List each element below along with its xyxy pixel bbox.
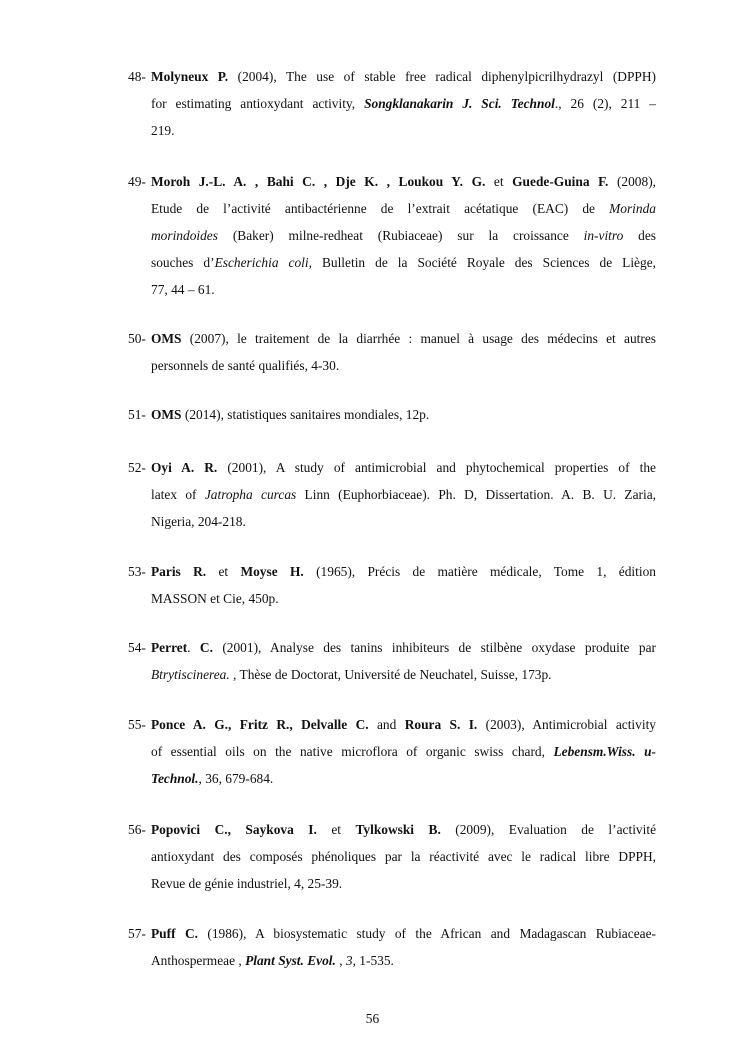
author: Molyneux P. xyxy=(151,69,229,84)
reference-line xyxy=(151,277,656,303)
reference-line xyxy=(151,64,656,90)
text: , 1-535. xyxy=(352,953,394,968)
reference-number: 49- xyxy=(128,174,146,189)
text: Etude de l’activité antibactérienne de l’extrait acétatique (EAC) de xyxy=(151,201,610,216)
reference-number: 55- xyxy=(128,717,146,732)
author: C. xyxy=(199,640,213,655)
reference-line xyxy=(151,662,656,688)
reference-line xyxy=(151,455,656,481)
author: Moroh J.-L. A. , Bahi C. , Dje K. , Loukou Y. G. xyxy=(151,174,486,189)
text: (2004), The use of stable free radical diphenylpicrilhydrazyl (DPPH) xyxy=(228,69,656,84)
text: (2014), statistiques sanitaires mondiales, 12p. xyxy=(181,407,430,422)
reference-number: 48- xyxy=(128,69,146,84)
reference-line xyxy=(151,326,656,352)
text: . xyxy=(187,640,200,655)
text: and xyxy=(368,717,405,732)
reference-line xyxy=(151,169,656,195)
author: Moyse H. xyxy=(240,564,304,579)
text: Nigeria, 204-218. xyxy=(151,514,246,529)
author: OMS xyxy=(151,407,182,422)
species: morindoides xyxy=(151,228,218,243)
reference-number: 50- xyxy=(128,331,146,346)
reference-line xyxy=(151,817,656,843)
reference-line xyxy=(151,118,656,144)
text: Revue de génie industriel, 4, 25-39. xyxy=(151,876,343,891)
author: Oyi A. R. xyxy=(151,460,218,475)
journal: Lebensm.Wiss. u- xyxy=(553,744,656,759)
reference-line xyxy=(151,402,656,428)
text: 3 xyxy=(345,953,353,968)
journal: Technol. xyxy=(151,771,199,786)
author: Popovici C., Saykova I. xyxy=(151,822,317,837)
reference-line xyxy=(151,948,656,974)
text: (2009), Evaluation de l’activité xyxy=(440,822,656,837)
text: antioxydant des composés phénoliques par la réactivité avec le radical libre DPPH, xyxy=(151,849,656,864)
reference-line xyxy=(151,635,656,661)
text: , xyxy=(335,953,346,968)
reference-line xyxy=(151,739,656,765)
text: , Bulletin de la Société Royale des Sciences de Liège, xyxy=(308,255,656,270)
text: (1986), A biosystematic study of the African and Madagascan Rubiaceae- xyxy=(197,926,656,941)
text: (1965), Précis de matière médicale, Tome 1, édition xyxy=(303,564,656,579)
text: Linn (Euphorbiaceae). Ph. D, Dissertation. A. B. U. Zaria, xyxy=(296,487,656,502)
reference-number: 54- xyxy=(128,640,146,655)
reference-line xyxy=(151,250,656,276)
author: OMS xyxy=(151,331,182,346)
text: des xyxy=(623,228,656,243)
page-number: 56 xyxy=(365,1011,380,1026)
reference-number: 53- xyxy=(128,564,146,579)
text: of essential oils on the native microflora of organic swiss chard, xyxy=(151,744,554,759)
text: (2008), xyxy=(608,174,656,189)
species: Btrytiscinerea. , xyxy=(151,667,237,682)
journal: Plant Syst. Evol. xyxy=(245,953,336,968)
author: Paris R. xyxy=(151,564,207,579)
author: Puff C. xyxy=(151,926,198,941)
reference-number: 51- xyxy=(128,407,146,422)
text: latex of xyxy=(151,487,205,502)
reference-line xyxy=(151,509,656,535)
reference-line xyxy=(151,91,656,117)
text: et xyxy=(485,174,513,189)
text: (2007), le traitement de la diarrhée : manuel à usage des médecins et autres xyxy=(181,331,656,346)
text: for estimating antioxydant activity, xyxy=(151,96,365,111)
reference-line xyxy=(151,921,656,947)
reference-line xyxy=(151,223,656,249)
text: in-vitro xyxy=(583,228,624,243)
text: 219. xyxy=(151,123,175,138)
author: Perret xyxy=(151,640,188,655)
reference-line xyxy=(151,766,656,792)
author: Guede-Guina F. xyxy=(512,174,609,189)
text: et xyxy=(206,564,241,579)
text: et xyxy=(316,822,356,837)
reference-number: 56- xyxy=(128,822,146,837)
journal: Songklanakarin J. Sci. Technol xyxy=(364,96,555,111)
text: (2001), A study of antimicrobial and phytochemical properties of the xyxy=(217,460,656,475)
species: Escherichia coli xyxy=(214,255,309,270)
text: souches d’ xyxy=(151,255,215,270)
text: , 36, 679-684. xyxy=(198,771,274,786)
reference-line xyxy=(151,871,656,897)
reference-line xyxy=(151,559,656,585)
text: MASSON et Cie, 450p. xyxy=(151,591,279,606)
reference-line xyxy=(151,353,656,379)
author: Ponce A. G., Fritz R., Delvalle C. xyxy=(151,717,369,732)
text: 77, 44 – 61. xyxy=(151,282,215,297)
text: (Baker) milne-redheat (Rubiaceae) sur la croissance xyxy=(217,228,584,243)
text: (2003), Antimicrobial activity xyxy=(477,717,656,732)
species: Jatropha curcas xyxy=(204,487,297,502)
reference-line xyxy=(151,586,656,612)
reference-line xyxy=(151,712,656,738)
reference-line xyxy=(151,196,656,222)
text: Anthospermeae , xyxy=(151,953,246,968)
reference-line xyxy=(151,844,656,870)
author: Roura S. I. xyxy=(404,717,478,732)
author: Tylkowski B. xyxy=(355,822,441,837)
text: ., 26 (2), 211 – xyxy=(554,96,656,111)
text: personnels de santé qualifiés, 4-30. xyxy=(151,358,340,373)
species: Morinda xyxy=(609,201,656,216)
reference-number: 52- xyxy=(128,460,146,475)
reference-number: 57- xyxy=(128,926,146,941)
text: (2001), Analyse des tanins inhibiteurs de stilbène oxydase produite par xyxy=(212,640,656,655)
text: Thèse de Doctorat, Université de Neuchatel, Suisse, 173p. xyxy=(236,667,552,682)
reference-line xyxy=(151,482,656,508)
